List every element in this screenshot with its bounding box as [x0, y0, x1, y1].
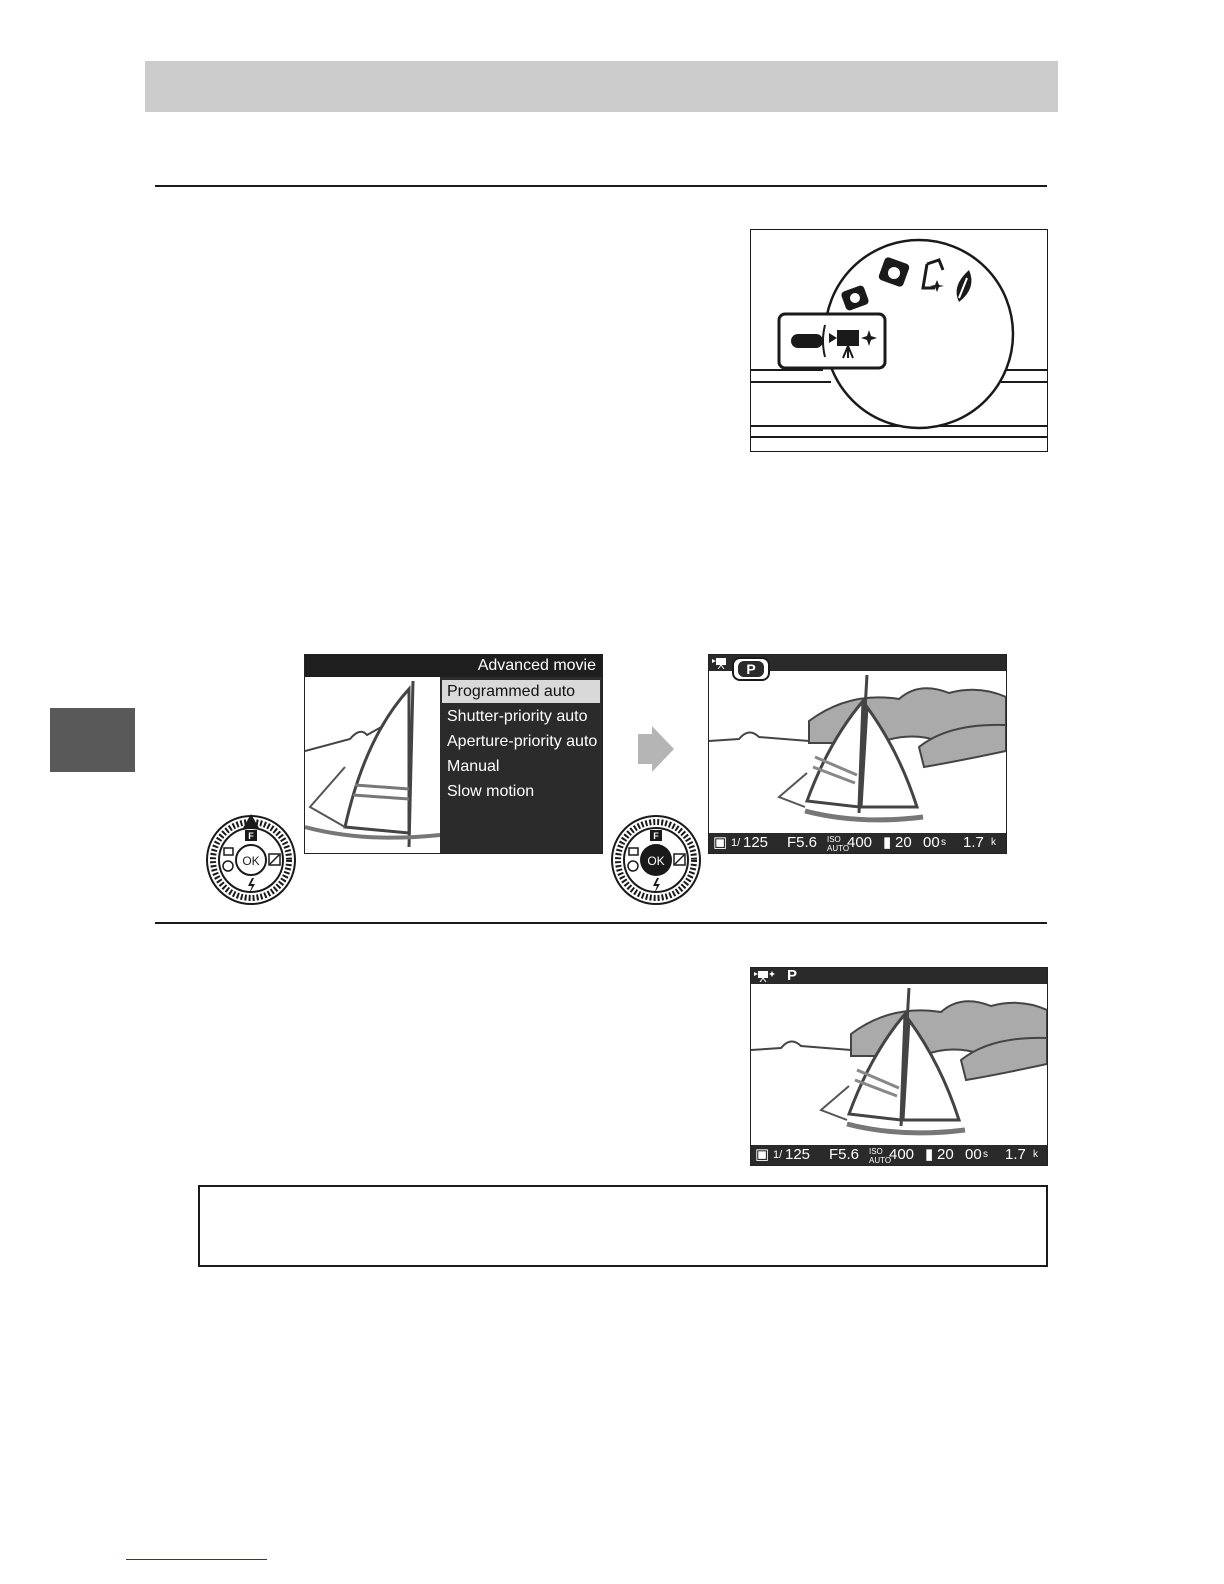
- shutter-prefix: 1/: [731, 837, 741, 849]
- dial-index-mark: [791, 334, 823, 348]
- iso-label-bottom: AUTO: [869, 1156, 892, 1165]
- metering-icon: ▣: [755, 1146, 770, 1163]
- header-band: [145, 61, 1058, 112]
- time-unit: s: [983, 1149, 988, 1160]
- section-rule-middle: [155, 922, 1047, 924]
- p-mode-badge: [732, 657, 770, 681]
- time-minutes: 20: [895, 834, 912, 851]
- movie-live-view-screen-2: [750, 967, 1048, 1166]
- shots-unit: k: [1033, 1149, 1038, 1160]
- mode-letter: P: [787, 967, 798, 984]
- menu-item-programmed-auto[interactable]: Programmed auto: [442, 680, 600, 703]
- shooting-info-strip: [751, 1145, 1047, 1165]
- movie-icon: ▮: [883, 834, 892, 851]
- time-seconds: 00: [965, 1146, 982, 1163]
- menu-panel: [440, 677, 602, 853]
- movie-icon: [754, 970, 776, 982]
- shots-remaining: 1.7: [1005, 1146, 1026, 1163]
- ok-label: OK: [242, 854, 260, 868]
- sailboat-scene: [751, 984, 1047, 1145]
- menu-item-aperture-priority-auto[interactable]: Aperture-priority auto: [447, 733, 598, 750]
- menu-title: Advanced movie: [305, 655, 602, 677]
- iso-label-bottom: AUTO: [827, 844, 850, 853]
- iso-label-top: ISO: [869, 1147, 883, 1156]
- f-label: F: [248, 831, 254, 841]
- arrow-right-icon: [638, 726, 674, 772]
- mode-dial-figure: [750, 229, 1048, 452]
- movie-icon: ▮: [925, 1146, 934, 1163]
- mode-dial-illustration: [751, 230, 1047, 451]
- note-box: [198, 1185, 1048, 1267]
- footer-link-line[interactable]: [126, 1559, 267, 1560]
- iso-label-top: ISO: [827, 835, 841, 844]
- menu-item-slow-motion[interactable]: Slow motion: [447, 783, 535, 800]
- menu-item-manual[interactable]: Manual: [447, 758, 500, 775]
- sailboat-scene: [305, 677, 440, 853]
- movie-icon: [712, 657, 730, 669]
- aperture: F5.6: [829, 1146, 860, 1163]
- p-mode-letter: P: [738, 661, 763, 677]
- time-minutes: 20: [937, 1146, 954, 1163]
- multi-selector-ok[interactable]: [610, 814, 702, 906]
- shutter-prefix: 1/: [773, 1149, 783, 1161]
- movie-live-view-screen: [708, 654, 1007, 854]
- advanced-movie-menu-screen: [304, 654, 603, 854]
- aperture: F5.6: [787, 834, 818, 851]
- iso-value: 400: [889, 1146, 915, 1163]
- time-unit: s: [941, 837, 946, 848]
- metering-icon: ▣: [713, 834, 728, 851]
- shutter-speed: 125: [743, 834, 769, 851]
- section-rule-top: [155, 185, 1047, 187]
- menu-item-shutter-priority-auto[interactable]: Shutter-priority auto: [447, 708, 588, 725]
- f-label: F: [653, 831, 659, 841]
- sailboat-scene: [709, 671, 1006, 833]
- shots-remaining: 1.7: [963, 834, 984, 851]
- time-seconds: 00: [923, 834, 940, 851]
- shooting-info-strip: [709, 833, 1006, 853]
- multi-selector-up[interactable]: [205, 814, 297, 906]
- ok-label: OK: [647, 854, 665, 868]
- shots-unit: k: [991, 837, 996, 848]
- shutter-speed: 125: [785, 1146, 811, 1163]
- chapter-tab: [50, 708, 135, 772]
- iso-value: 400: [847, 834, 873, 851]
